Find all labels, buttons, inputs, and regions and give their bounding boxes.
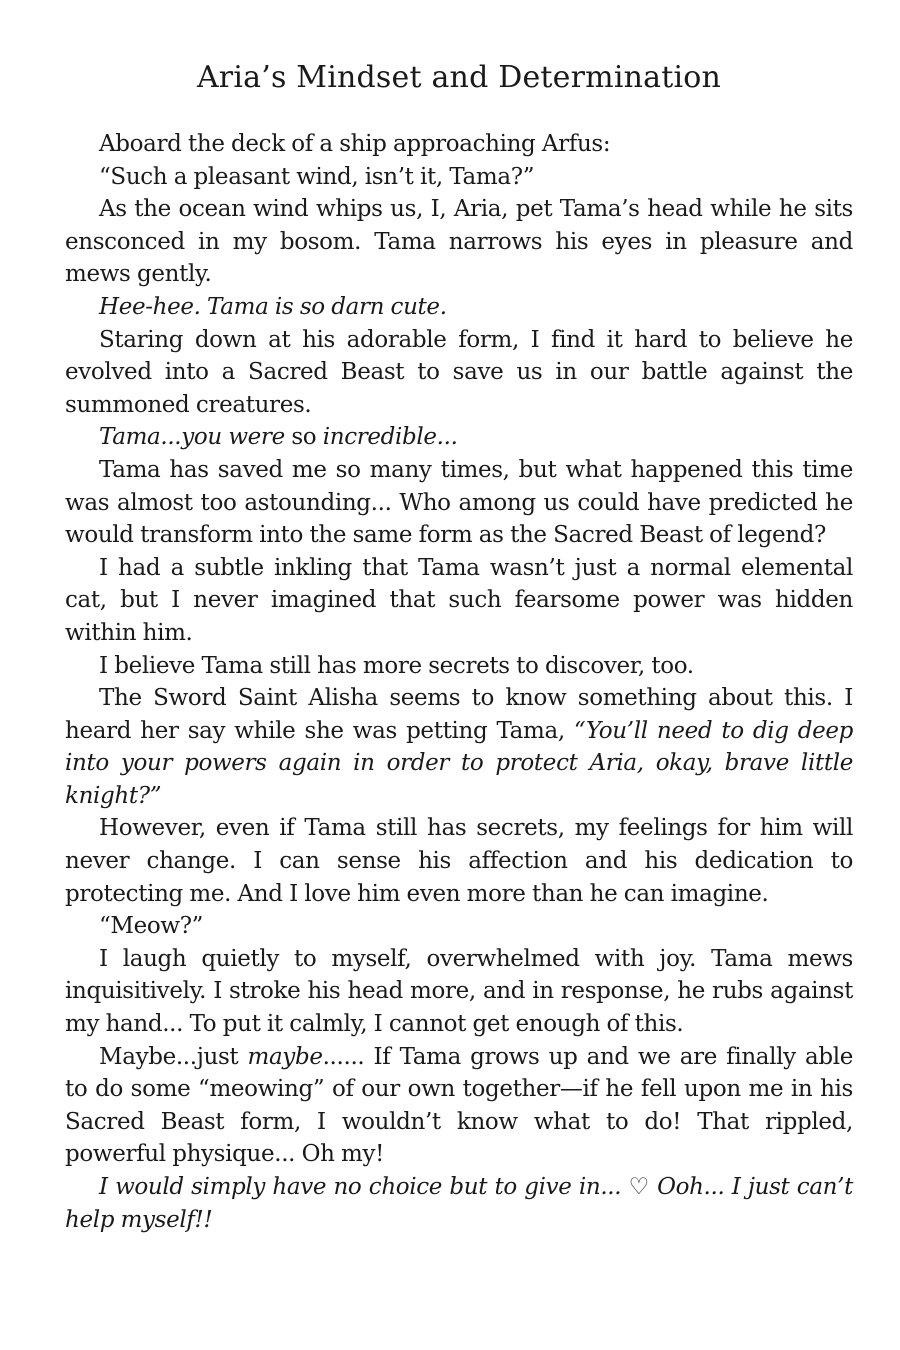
paragraph-7: Tama has saved me so many times, but what happened this time was almost too astounding... Who among us could have predicted he would transform into the same form as the Sacred Beast of legend? [65, 456, 853, 549]
book-page [65, 52, 853, 1236]
paragraph-10-quote: “You’ll need to dig deep into your powers again in order to protect Aria, okay, brave little knight?” [65, 717, 853, 809]
paragraph-2: “Such a pleasant wind, isn’t it, Tama?” [99, 163, 535, 190]
paragraph-8: I had a subtle inkling that Tama wasn’t just a normal elemental cat, but I never imagined that such fearsome power was hidden within him. [65, 554, 853, 646]
paragraph-9: I believe Tama still has more secrets to discover, too. [99, 652, 694, 679]
paragraph-14 [65, 1041, 853, 1171]
chapter-title: Aria’s Mindset and Determination [196, 60, 722, 95]
paragraph-10 [65, 682, 853, 812]
paragraph-14-part-c: ...... If Tama grows up and we are finally able to do some “meowing” of our own together—if he fell upon me in his Sacred Beast form, I wouldn’t know what to do! That rippled, powerful physique... Oh my! [65, 1043, 853, 1168]
paragraph-11: However, even if Tama still has secrets, my feelings for him will never change. I can sense his affection and his dedication to protecting me. And I love him even more than he can imagine. [65, 815, 853, 907]
paragraph-5: Staring down at his adorable form, I find it hard to believe he evolved into a Sacred Beast to save us in our battle against the summoned creatures. [65, 326, 853, 418]
paragraph-4-thought: Hee-hee. Tama is so darn cute. [99, 293, 447, 320]
paragraph-14-part-a: Maybe...just [99, 1043, 248, 1070]
paragraph-3: As the ocean wind whips us, I, Aria, pet Tama’s head while he sits ensconced in my bosom. Tama narrows his eyes in pleasure and mews gently. [65, 196, 853, 288]
paragraph-12: “Meow?” [99, 913, 204, 940]
paragraph-6-part-c: incredible... [316, 424, 458, 451]
paragraph-1: Aboard the deck of a ship approaching Arfus: [99, 131, 611, 157]
paragraph-6-emphasis: so [291, 424, 317, 451]
paragraph-14-emphasis: maybe [247, 1043, 323, 1070]
paragraph-15-thought: I would simply have no choice but to give in... ♡ Ooh... I just can’t help myself!! [65, 1174, 853, 1233]
paragraph-13: I laugh quietly to myself, overwhelmed with joy. Tama mews inquisitively. I stroke his head more, and in response, he rubs against my hand... To put it calmly, I cannot get enough of this. [65, 945, 853, 1038]
paragraph-6-thought [65, 421, 853, 454]
chapter-body [65, 128, 853, 1236]
paragraph-6-part-a: Tama...you were [99, 424, 292, 451]
paragraph-10-part-a: The Sword Saint Alisha seems to know something about this. I heard her say while she was petting Tama, [65, 685, 853, 744]
